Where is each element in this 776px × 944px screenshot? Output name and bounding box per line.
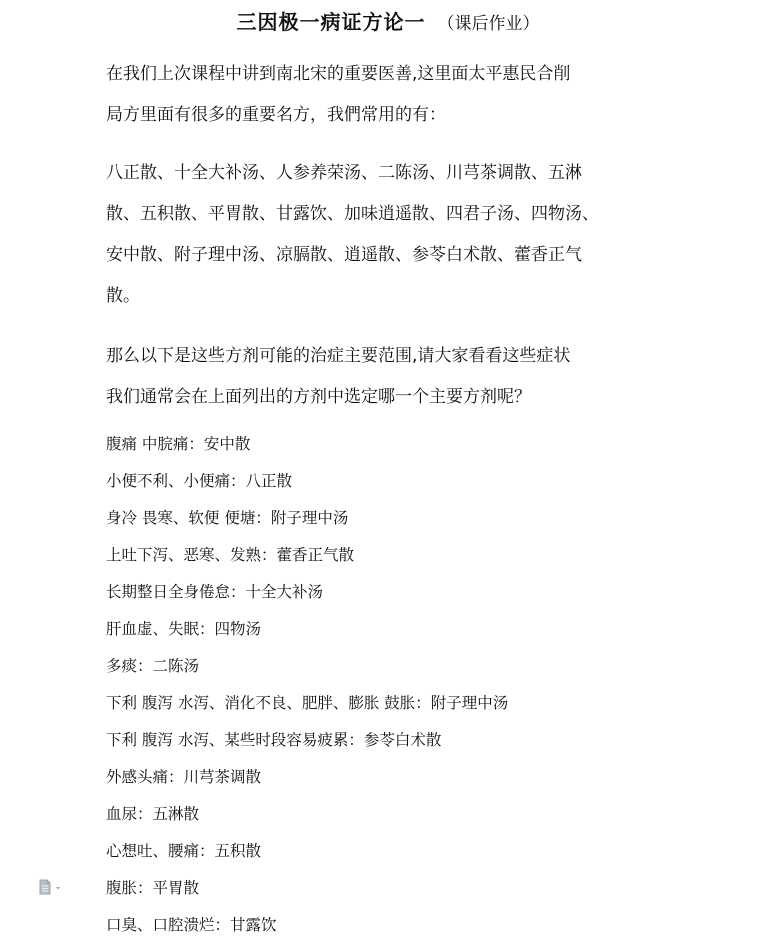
answer-item: 身冷 畏寒、软便 便塘：附子理中汤 xyxy=(106,509,349,527)
formula-list-paragraph xyxy=(106,153,666,317)
question-line: 那么以下是这些方剂可能的治症主要范围,请大家看看这些症状 xyxy=(106,346,571,366)
answer-item: 腹胀：平胃散 xyxy=(106,879,200,897)
intro-line: 局方里面有很多的重要名方，我們常用的有： xyxy=(106,105,446,125)
document-title: 三因极一病证方论一 xyxy=(236,10,426,34)
intro-line: 在我们上次课程中讲到南北宋的重要医善,这里面太平惠民合削 xyxy=(106,64,571,84)
answer-item: 外感头痛：川芎茶调散 xyxy=(106,768,262,786)
question-paragraph xyxy=(106,336,666,418)
answer-item: 肝血虚、失眠：四物汤 xyxy=(106,620,262,638)
answer-item: 口臭、口腔溃烂：甘露饮 xyxy=(106,916,277,934)
title-row xyxy=(0,6,776,35)
answer-item: 血尿：五淋散 xyxy=(106,805,200,823)
answer-item: 腹痛 中脘痛：安中散 xyxy=(106,435,251,453)
answer-item: 上吐下泻、恶寒、发熟：藿香正气散 xyxy=(106,546,355,564)
answer-item: 心想吐、腰痛：五积散 xyxy=(106,842,262,860)
answer-item: 多痰：二陈汤 xyxy=(106,657,200,675)
formula-line: 散、五积散、平胃散、甘露饮、加味逍遥散、四君子汤、四物汤、 xyxy=(106,204,599,224)
formula-line: 安中散、附子理中汤、凉膈散、逍遥散、参苓白术散、藿香正气 xyxy=(106,245,582,265)
answer-list xyxy=(106,426,666,944)
intro-paragraph xyxy=(106,54,666,136)
document-subtitle: （课后作业） xyxy=(437,14,540,34)
answer-item: 小便不利、小便痛：八正散 xyxy=(106,472,293,490)
question-line: 我们通常会在上面列出的方剂中选定哪一个主要方剂呢？ xyxy=(106,387,531,407)
formula-line: 八正散、十全大补汤、人参养荣汤、二陈汤、川芎茶调散、五淋 xyxy=(106,163,582,183)
formula-line: 散。 xyxy=(106,286,140,306)
answer-item: 长期整日全身倦怠：十全大补汤 xyxy=(106,583,324,601)
answer-item: 下利 腹泻 水泻、消化不良、肥胖、膨胀 鼓胀：附子理中汤 xyxy=(106,694,509,712)
answer-item: 下利 腹泻 水泻、某些时段容易疲累：参苓白术散 xyxy=(106,731,442,749)
document-options-icon[interactable] xyxy=(38,879,64,895)
